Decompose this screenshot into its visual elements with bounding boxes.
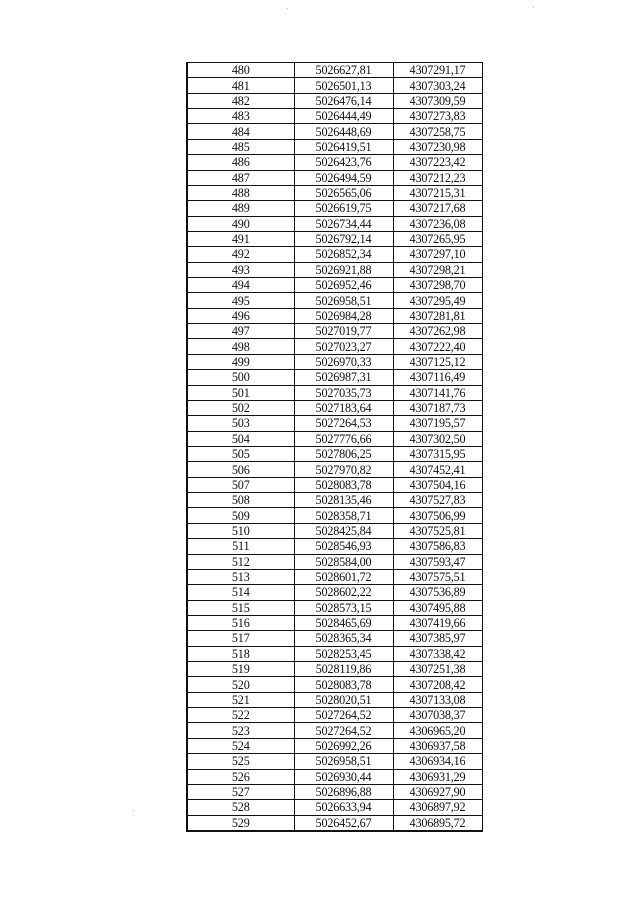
- x-coordinate-cell: 5026419,51: [294, 139, 393, 154]
- x-coordinate-cell: 5028584,00: [294, 554, 393, 569]
- point-number-cell: 509: [187, 508, 294, 523]
- point-number-cell: 483: [187, 109, 294, 124]
- y-coordinate-cell: 4307495,88: [393, 600, 482, 615]
- table-row: [187, 247, 482, 262]
- table-row: [187, 692, 482, 707]
- table-row: [187, 523, 482, 538]
- x-coordinate-cell: 5026619,75: [294, 201, 393, 216]
- y-coordinate-cell: 4306931,29: [393, 769, 482, 784]
- y-coordinate-cell: 4306927,90: [393, 784, 482, 799]
- table-row: [187, 585, 482, 600]
- y-coordinate-cell: 4307525,81: [393, 523, 482, 538]
- table-row: [187, 139, 482, 154]
- point-number-cell: 523: [187, 723, 294, 738]
- x-coordinate-cell: 5027264,52: [294, 723, 393, 738]
- y-coordinate-cell: 4307586,83: [393, 539, 482, 554]
- table-row: [187, 615, 482, 630]
- y-coordinate-cell: 4307236,08: [393, 216, 482, 231]
- y-coordinate-cell: 4307504,16: [393, 477, 482, 492]
- table-row: [187, 400, 482, 415]
- point-number-cell: 507: [187, 477, 294, 492]
- x-coordinate-cell: 5028546,93: [294, 539, 393, 554]
- x-coordinate-cell: 5028358,71: [294, 508, 393, 523]
- point-number-cell: 513: [187, 569, 294, 584]
- point-number-cell: 484: [187, 124, 294, 139]
- point-number-cell: 492: [187, 247, 294, 262]
- x-coordinate-cell: 5027806,25: [294, 446, 393, 461]
- y-coordinate-cell: 4307262,98: [393, 324, 482, 339]
- x-coordinate-cell: 5026734,44: [294, 216, 393, 231]
- table-row: [187, 554, 482, 569]
- table-row: [187, 800, 482, 815]
- x-coordinate-cell: 5027264,52: [294, 708, 393, 723]
- table-row: [187, 708, 482, 723]
- x-coordinate-cell: 5026921,88: [294, 262, 393, 277]
- y-coordinate-cell: 4306897,92: [393, 800, 482, 815]
- point-number-cell: 527: [187, 784, 294, 799]
- point-number-cell: 514: [187, 585, 294, 600]
- point-number-cell: 491: [187, 231, 294, 246]
- y-coordinate-cell: 4307116,49: [393, 370, 482, 385]
- x-coordinate-cell: 5028601,72: [294, 569, 393, 584]
- y-coordinate-cell: 4307338,42: [393, 646, 482, 661]
- table-row: [187, 308, 482, 323]
- x-coordinate-cell: 5026852,34: [294, 247, 393, 262]
- table-row: [187, 600, 482, 615]
- x-coordinate-cell: 5028083,78: [294, 477, 393, 492]
- point-number-cell: 493: [187, 262, 294, 277]
- y-coordinate-cell: 4307222,40: [393, 339, 482, 354]
- y-coordinate-cell: 4307302,50: [393, 431, 482, 446]
- x-coordinate-cell: 5026987,31: [294, 370, 393, 385]
- x-coordinate-cell: 5027035,73: [294, 385, 393, 400]
- x-coordinate-cell: 5027264,53: [294, 416, 393, 431]
- point-number-cell: 506: [187, 462, 294, 477]
- y-coordinate-cell: 4307419,66: [393, 615, 482, 630]
- table-row: [187, 477, 482, 492]
- y-coordinate-cell: 4307303,24: [393, 78, 482, 93]
- table-row: [187, 278, 482, 293]
- x-coordinate-cell: 5027023,27: [294, 339, 393, 354]
- table-row: [187, 324, 482, 339]
- table-row: [187, 784, 482, 799]
- table-row: [187, 446, 482, 461]
- point-number-cell: 529: [187, 815, 294, 831]
- point-number-cell: 489: [187, 201, 294, 216]
- point-number-cell: 490: [187, 216, 294, 231]
- y-coordinate-cell: 4307291,17: [393, 63, 482, 78]
- table-row: [187, 631, 482, 646]
- point-number-cell: 503: [187, 416, 294, 431]
- point-number-cell: 516: [187, 615, 294, 630]
- point-number-cell: 499: [187, 354, 294, 369]
- table-row: [187, 815, 482, 831]
- y-coordinate-cell: 4307506,99: [393, 508, 482, 523]
- table-row: [187, 431, 482, 446]
- x-coordinate-cell: 5028253,45: [294, 646, 393, 661]
- y-coordinate-cell: 4307309,59: [393, 93, 482, 108]
- table-row: [187, 385, 482, 400]
- point-number-cell: 487: [187, 170, 294, 185]
- y-coordinate-cell: 4306937,58: [393, 738, 482, 753]
- table-row: [187, 293, 482, 308]
- point-number-cell: 520: [187, 677, 294, 692]
- y-coordinate-cell: 4306934,16: [393, 754, 482, 769]
- point-number-cell: 528: [187, 800, 294, 815]
- x-coordinate-cell: 5026494,59: [294, 170, 393, 185]
- coordinates-table: [186, 62, 483, 832]
- y-coordinate-cell: 4307251,38: [393, 662, 482, 677]
- x-coordinate-cell: 5028083,78: [294, 677, 393, 692]
- x-coordinate-cell: 5028425,84: [294, 523, 393, 538]
- point-number-cell: 525: [187, 754, 294, 769]
- y-coordinate-cell: 4307125,12: [393, 354, 482, 369]
- table-row: [187, 462, 482, 477]
- y-coordinate-cell: 4307273,83: [393, 109, 482, 124]
- point-number-cell: 495: [187, 293, 294, 308]
- y-coordinate-cell: 4307215,31: [393, 185, 482, 200]
- x-coordinate-cell: 5026952,46: [294, 278, 393, 293]
- x-coordinate-cell: 5028020,51: [294, 692, 393, 707]
- table-row: [187, 339, 482, 354]
- point-number-cell: 482: [187, 93, 294, 108]
- table-row: [187, 646, 482, 661]
- table-row: [187, 677, 482, 692]
- y-coordinate-cell: 4307187,73: [393, 400, 482, 415]
- x-coordinate-cell: 5026992,26: [294, 738, 393, 753]
- x-coordinate-cell: 5026452,67: [294, 815, 393, 831]
- x-coordinate-cell: 5027776,66: [294, 431, 393, 446]
- scan-speck: [287, 8, 288, 9]
- x-coordinate-cell: 5026501,13: [294, 78, 393, 93]
- x-coordinate-cell: 5026792,14: [294, 231, 393, 246]
- table-row: [187, 662, 482, 677]
- scan-speck: [133, 810, 134, 811]
- point-number-cell: 518: [187, 646, 294, 661]
- table-row: [187, 201, 482, 216]
- table-row: [187, 493, 482, 508]
- y-coordinate-cell: 4307536,89: [393, 585, 482, 600]
- x-coordinate-cell: 5028119,86: [294, 662, 393, 677]
- point-number-cell: 511: [187, 539, 294, 554]
- y-coordinate-cell: 4306895,72: [393, 815, 482, 831]
- y-coordinate-cell: 4307208,42: [393, 677, 482, 692]
- point-number-cell: 488: [187, 185, 294, 200]
- y-coordinate-cell: 4307141,76: [393, 385, 482, 400]
- point-number-cell: 480: [187, 63, 294, 78]
- y-coordinate-cell: 4307038,37: [393, 708, 482, 723]
- table-row: [187, 216, 482, 231]
- y-coordinate-cell: 4307298,70: [393, 278, 482, 293]
- y-coordinate-cell: 4307195,57: [393, 416, 482, 431]
- point-number-cell: 494: [187, 278, 294, 293]
- table-row: [187, 539, 482, 554]
- table-row: [187, 738, 482, 753]
- y-coordinate-cell: 4307281,81: [393, 308, 482, 323]
- table-row: [187, 416, 482, 431]
- y-coordinate-cell: 4307593,47: [393, 554, 482, 569]
- x-coordinate-cell: 5028602,22: [294, 585, 393, 600]
- x-coordinate-cell: 5026633,94: [294, 800, 393, 815]
- table-row: [187, 769, 482, 784]
- x-coordinate-cell: 5026970,33: [294, 354, 393, 369]
- x-coordinate-cell: 5026444,49: [294, 109, 393, 124]
- scan-speck: [533, 7, 534, 8]
- point-number-cell: 512: [187, 554, 294, 569]
- point-number-cell: 515: [187, 600, 294, 615]
- x-coordinate-cell: 5028465,69: [294, 615, 393, 630]
- y-coordinate-cell: 4307212,23: [393, 170, 482, 185]
- y-coordinate-cell: 4307298,21: [393, 262, 482, 277]
- table-row: [187, 231, 482, 246]
- x-coordinate-cell: 5027019,77: [294, 324, 393, 339]
- x-coordinate-cell: 5028365,34: [294, 631, 393, 646]
- table-row: [187, 78, 482, 93]
- y-coordinate-cell: 4307385,97: [393, 631, 482, 646]
- point-number-cell: 481: [187, 78, 294, 93]
- point-number-cell: 526: [187, 769, 294, 784]
- y-coordinate-cell: 4307315,95: [393, 446, 482, 461]
- point-number-cell: 500: [187, 370, 294, 385]
- x-coordinate-cell: 5026930,44: [294, 769, 393, 784]
- point-number-cell: 521: [187, 692, 294, 707]
- table-row: [187, 93, 482, 108]
- y-coordinate-cell: 4307133,08: [393, 692, 482, 707]
- table-row: [187, 124, 482, 139]
- y-coordinate-cell: 4307527,83: [393, 493, 482, 508]
- y-coordinate-cell: 4307230,98: [393, 139, 482, 154]
- coordinates-table-body: [187, 63, 482, 831]
- y-coordinate-cell: 4307258,75: [393, 124, 482, 139]
- table-row: [187, 185, 482, 200]
- table-row: [187, 262, 482, 277]
- point-number-cell: 505: [187, 446, 294, 461]
- y-coordinate-cell: 4306965,20: [393, 723, 482, 738]
- y-coordinate-cell: 4307575,51: [393, 569, 482, 584]
- x-coordinate-cell: 5026896,88: [294, 784, 393, 799]
- point-number-cell: 522: [187, 708, 294, 723]
- table-row: [187, 508, 482, 523]
- point-number-cell: 508: [187, 493, 294, 508]
- point-number-cell: 519: [187, 662, 294, 677]
- y-coordinate-cell: 4307217,68: [393, 201, 482, 216]
- table-row: [187, 354, 482, 369]
- point-number-cell: 517: [187, 631, 294, 646]
- y-coordinate-cell: 4307295,49: [393, 293, 482, 308]
- point-number-cell: 510: [187, 523, 294, 538]
- x-coordinate-cell: 5026958,51: [294, 293, 393, 308]
- x-coordinate-cell: 5026958,51: [294, 754, 393, 769]
- table-row: [187, 754, 482, 769]
- y-coordinate-cell: 4307223,42: [393, 155, 482, 170]
- x-coordinate-cell: 5026565,06: [294, 185, 393, 200]
- point-number-cell: 498: [187, 339, 294, 354]
- y-coordinate-cell: 4307297,10: [393, 247, 482, 262]
- point-number-cell: 496: [187, 308, 294, 323]
- table-row: [187, 569, 482, 584]
- point-number-cell: 486: [187, 155, 294, 170]
- point-number-cell: 497: [187, 324, 294, 339]
- point-number-cell: 504: [187, 431, 294, 446]
- point-number-cell: 485: [187, 139, 294, 154]
- x-coordinate-cell: 5026984,28: [294, 308, 393, 323]
- y-coordinate-cell: 4307452,41: [393, 462, 482, 477]
- table-row: [187, 370, 482, 385]
- y-coordinate-cell: 4307265,95: [393, 231, 482, 246]
- x-coordinate-cell: 5028135,46: [294, 493, 393, 508]
- x-coordinate-cell: 5026476,14: [294, 93, 393, 108]
- x-coordinate-cell: 5027183,64: [294, 400, 393, 415]
- table-row: [187, 109, 482, 124]
- x-coordinate-cell: 5026423,76: [294, 155, 393, 170]
- point-number-cell: 524: [187, 738, 294, 753]
- x-coordinate-cell: 5026448,69: [294, 124, 393, 139]
- table-row: [187, 723, 482, 738]
- x-coordinate-cell: 5028573,15: [294, 600, 393, 615]
- table-row: [187, 170, 482, 185]
- table-row: [187, 155, 482, 170]
- x-coordinate-cell: 5027970,82: [294, 462, 393, 477]
- point-number-cell: 502: [187, 400, 294, 415]
- x-coordinate-cell: 5026627,81: [294, 63, 393, 78]
- point-number-cell: 501: [187, 385, 294, 400]
- table-row: [187, 63, 482, 78]
